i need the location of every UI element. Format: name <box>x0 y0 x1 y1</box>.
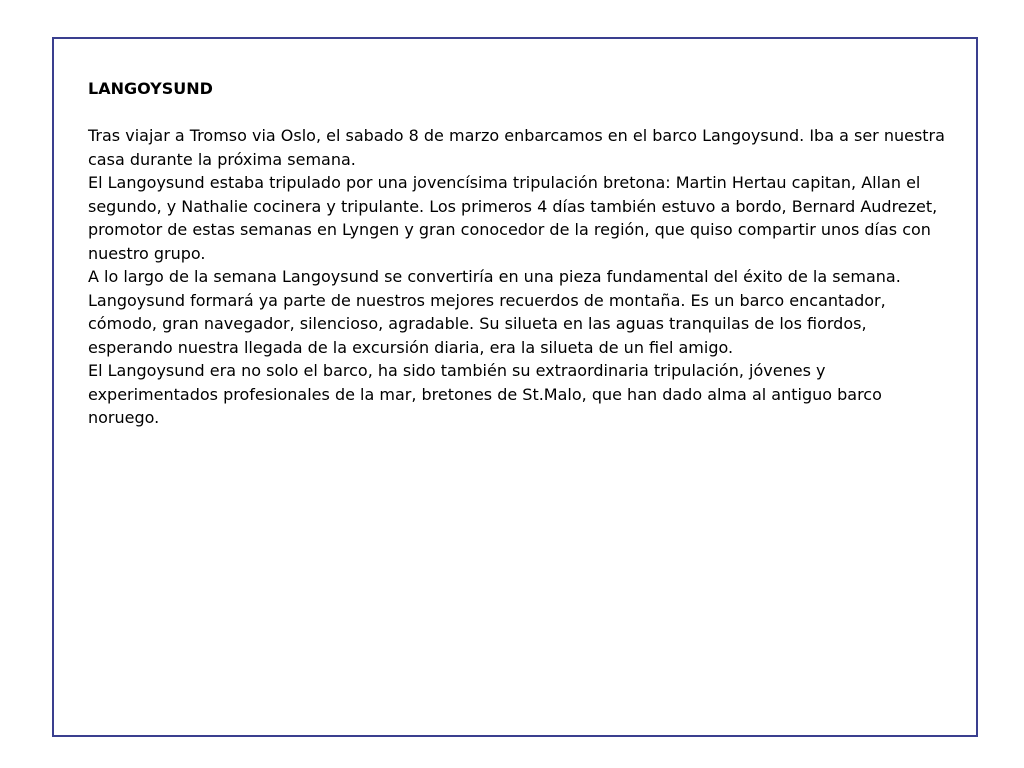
paragraph-5: El Langoysund era no solo el barco, ha sido también su extraordinaria tripulación, jóvenes y experimentados profesionales de la mar, bretones de St.Malo, que han dado alma al antiguo barco noruego. <box>88 361 882 427</box>
paragraph-4: Langoysund formará ya parte de nuestros mejores recuerdos de montaña. Es un barco encantador, cómodo, gran navegador, silencioso, agradable. Su silueta en las aguas tranquilas de los fiordos, esperando nuestra llegada de la excursión diaria, era la silueta de un fiel amigo. <box>88 290 886 357</box>
text-content <box>88 77 956 430</box>
document-title: LANGOYSUND <box>88 79 213 98</box>
paragraph-2: El Langoysund estaba tripulado por una jovencísima tripulación bretona: Martin Hertau capitan, Allan el segundo, y Nathalie cocinera y tripulante. Los primeros 4 días también estuvo a bordo, Bernard Audrezet, promotor de estas semanas en Lyngen y gran conocedor de la región, que quiso compartir unos días con nuestro grupo. <box>88 173 938 263</box>
text-frame <box>52 37 978 737</box>
paragraph-3: A lo largo de la semana Langoysund se convertiría en una pieza fundamental del éxito de la semana. <box>88 267 901 286</box>
paragraph-1: Tras viajar a Tromso via Oslo, el sabado 8 de marzo enbarcamos en el barco Langoysund. Iba a ser nuestra casa durante la próxima semana. <box>88 126 945 169</box>
